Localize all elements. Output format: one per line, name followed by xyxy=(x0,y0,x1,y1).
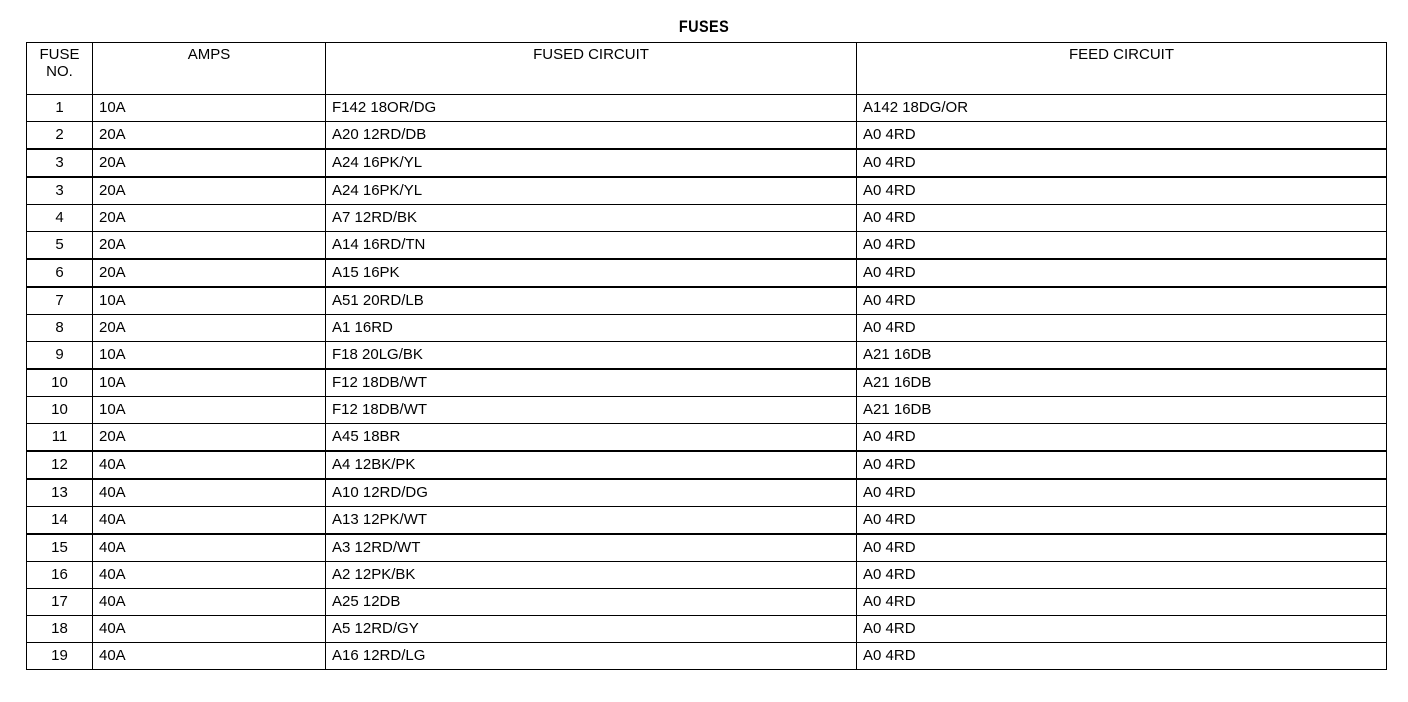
table-row xyxy=(27,424,1387,452)
feed-circuit-cell: A0 4RD xyxy=(857,589,1387,616)
amps-cell: 20A xyxy=(93,315,326,342)
table-row xyxy=(27,232,1387,260)
amps-cell: 10A xyxy=(93,95,326,122)
amps-cell: 40A xyxy=(93,643,326,670)
fused-circuit-cell: A25 12DB xyxy=(326,589,857,616)
feed-circuit-cell: A0 4RD xyxy=(857,232,1387,260)
fused-circuit-cell: A2 12PK/BK xyxy=(326,562,857,589)
fuse-number-cell: 5 xyxy=(27,232,93,260)
table-row xyxy=(27,397,1387,424)
feed-circuit-cell: A0 4RD xyxy=(857,315,1387,342)
amps-cell: 20A xyxy=(93,259,326,287)
feed-circuit-cell: A0 4RD xyxy=(857,451,1387,479)
table-row xyxy=(27,479,1387,507)
table-header-row xyxy=(27,43,1387,95)
fused-circuit-cell: A7 12RD/BK xyxy=(326,205,857,232)
table-row xyxy=(27,315,1387,342)
amps-cell: 40A xyxy=(93,589,326,616)
feed-circuit-cell: A0 4RD xyxy=(857,534,1387,562)
amps-cell: 40A xyxy=(93,562,326,589)
header-feed-circuit: FEED CIRCUIT xyxy=(857,43,1387,95)
fused-circuit-cell: A14 16RD/TN xyxy=(326,232,857,260)
fuse-number-cell: 3 xyxy=(27,177,93,205)
table-body xyxy=(27,95,1387,670)
table-row xyxy=(27,562,1387,589)
amps-cell: 20A xyxy=(93,232,326,260)
fused-circuit-cell: A1 16RD xyxy=(326,315,857,342)
fuse-number-cell: 10 xyxy=(27,397,93,424)
fused-circuit-cell: A45 18BR xyxy=(326,424,857,452)
amps-cell: 20A xyxy=(93,122,326,150)
amps-cell: 10A xyxy=(93,369,326,397)
feed-circuit-cell: A0 4RD xyxy=(857,149,1387,177)
table-row xyxy=(27,589,1387,616)
amps-cell: 10A xyxy=(93,342,326,370)
fused-circuit-cell: A51 20RD/LB xyxy=(326,287,857,315)
table-row xyxy=(27,259,1387,287)
table-row xyxy=(27,342,1387,370)
table-row xyxy=(27,95,1387,122)
fuse-table xyxy=(26,42,1387,670)
feed-circuit-cell: A0 4RD xyxy=(857,177,1387,205)
fused-circuit-cell: A20 12RD/DB xyxy=(326,122,857,150)
fuse-number-cell: 11 xyxy=(27,424,93,452)
amps-cell: 40A xyxy=(93,451,326,479)
table-row xyxy=(27,534,1387,562)
fused-circuit-cell: A5 12RD/GY xyxy=(326,616,857,643)
feed-circuit-cell: A0 4RD xyxy=(857,479,1387,507)
fuse-number-cell: 9 xyxy=(27,342,93,370)
amps-cell: 20A xyxy=(93,177,326,205)
feed-circuit-cell: A0 4RD xyxy=(857,259,1387,287)
table-row xyxy=(27,205,1387,232)
amps-cell: 10A xyxy=(93,397,326,424)
fused-circuit-cell: F18 20LG/BK xyxy=(326,342,857,370)
fused-circuit-cell: F12 18DB/WT xyxy=(326,397,857,424)
fuse-number-cell: 10 xyxy=(27,369,93,397)
feed-circuit-cell: A0 4RD xyxy=(857,424,1387,452)
fuse-number-cell: 19 xyxy=(27,643,93,670)
fused-circuit-cell: A15 16PK xyxy=(326,259,857,287)
fuse-number-cell: 14 xyxy=(27,507,93,535)
fuse-number-cell: 3 xyxy=(27,149,93,177)
fuse-number-cell: 12 xyxy=(27,451,93,479)
fused-circuit-cell: A16 12RD/LG xyxy=(326,643,857,670)
feed-circuit-cell: A0 4RD xyxy=(857,287,1387,315)
fused-circuit-cell: F142 18OR/DG xyxy=(326,95,857,122)
fused-circuit-cell: A4 12BK/PK xyxy=(326,451,857,479)
amps-cell: 20A xyxy=(93,424,326,452)
fused-circuit-cell: A3 12RD/WT xyxy=(326,534,857,562)
table-row xyxy=(27,122,1387,150)
table-row xyxy=(27,616,1387,643)
feed-circuit-cell: A0 4RD xyxy=(857,562,1387,589)
fuse-number-cell: 16 xyxy=(27,562,93,589)
fuse-number-cell: 13 xyxy=(27,479,93,507)
feed-circuit-cell: A0 4RD xyxy=(857,122,1387,150)
header-fused-circuit: FUSED CIRCUIT xyxy=(326,43,857,95)
feed-circuit-cell: A21 16DB xyxy=(857,369,1387,397)
amps-cell: 40A xyxy=(93,534,326,562)
amps-cell: 40A xyxy=(93,507,326,535)
fused-circuit-cell: F12 18DB/WT xyxy=(326,369,857,397)
fused-circuit-cell: A10 12RD/DG xyxy=(326,479,857,507)
fuse-number-cell: 4 xyxy=(27,205,93,232)
fuse-number-cell: 8 xyxy=(27,315,93,342)
fuse-number-cell: 17 xyxy=(27,589,93,616)
table-row xyxy=(27,451,1387,479)
amps-cell: 10A xyxy=(93,287,326,315)
table-row xyxy=(27,149,1387,177)
page-title: FUSES xyxy=(678,17,730,36)
table-row xyxy=(27,177,1387,205)
feed-circuit-cell: A21 16DB xyxy=(857,342,1387,370)
feed-circuit-cell: A0 4RD xyxy=(857,507,1387,535)
fused-circuit-cell: A24 16PK/YL xyxy=(326,177,857,205)
fuse-number-cell: 15 xyxy=(27,534,93,562)
feed-circuit-cell: A0 4RD xyxy=(857,205,1387,232)
header-fuse-no: FUSE NO. xyxy=(27,43,93,95)
feed-circuit-cell: A21 16DB xyxy=(857,397,1387,424)
fuse-number-cell: 6 xyxy=(27,259,93,287)
fuse-number-cell: 2 xyxy=(27,122,93,150)
fuse-number-cell: 18 xyxy=(27,616,93,643)
amps-cell: 20A xyxy=(93,149,326,177)
amps-cell: 40A xyxy=(93,616,326,643)
feed-circuit-cell: A0 4RD xyxy=(857,616,1387,643)
header-amps: AMPS xyxy=(93,43,326,95)
amps-cell: 20A xyxy=(93,205,326,232)
table-row xyxy=(27,287,1387,315)
fused-circuit-cell: A13 12PK/WT xyxy=(326,507,857,535)
feed-circuit-cell: A0 4RD xyxy=(857,643,1387,670)
fused-circuit-cell: A24 16PK/YL xyxy=(326,149,857,177)
table-row xyxy=(27,643,1387,670)
feed-circuit-cell: A142 18DG/OR xyxy=(857,95,1387,122)
table-row xyxy=(27,507,1387,535)
fuse-number-cell: 7 xyxy=(27,287,93,315)
table-row xyxy=(27,369,1387,397)
fuse-number-cell: 1 xyxy=(27,95,93,122)
amps-cell: 40A xyxy=(93,479,326,507)
